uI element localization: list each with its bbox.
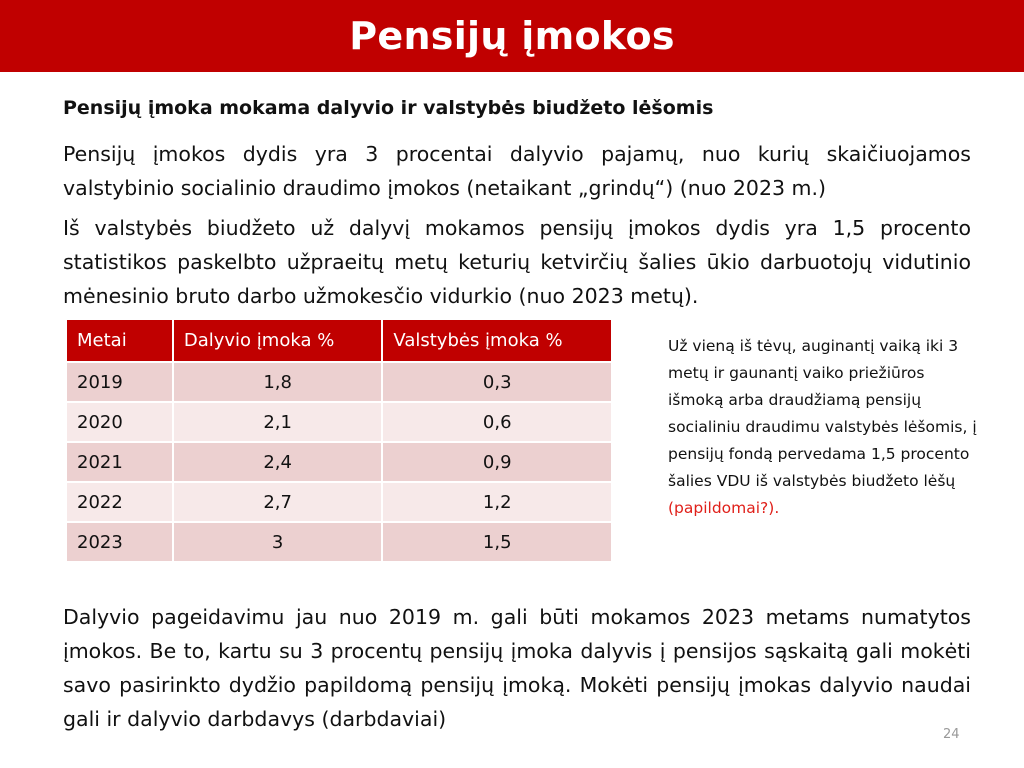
cell-year: 2019 [67,362,173,402]
cell-state-percent: 0,9 [382,442,612,482]
cell-participant-percent: 2,7 [173,482,383,522]
side-note [668,333,978,522]
cell-year: 2020 [67,402,173,442]
table-row [67,442,612,482]
side-note-highlight: (papildomai?). [668,499,780,517]
header-year: Metai [67,320,173,362]
cell-state-percent: 0,3 [382,362,612,402]
paragraph-state-contribution: Iš valstybės biudžeto už dalyvį mokamos pensijų įmokos dydis yra 1,5 procento statistikos paskelbto užpraeitų metų keturių ketvirčių šalies ūkio darbuotojų vidutinio mėnesinio bruto darbo užmokesčio vidurkio (nuo 2023 metų). [63,216,971,308]
cell-state-percent: 1,5 [382,522,612,562]
cell-year: 2022 [67,482,173,522]
slide-title: Pensijų įmokos [349,14,675,58]
title-bar [0,0,1024,72]
table-row [67,402,612,442]
paragraph-additional-contributions: Dalyvio pageidavimu jau nuo 2019 m. gali būti mokamos 2023 metams numatytos įmokos. Be to, kartu su 3 procentų pensijų įmoka dalyvis į pensijos sąskaitą gali mokėti savo pasirinkto dydžio papildomą pensijų įmoką. Mokėti pensijų įmokas dalyvio naudai gali ir dalyvio darbdavys (darbdaviai) [63,605,971,731]
cell-state-percent: 1,2 [382,482,612,522]
cell-participant-percent: 2,4 [173,442,383,482]
cell-state-percent: 0,6 [382,402,612,442]
table-row [67,362,612,402]
header-participant-contribution: Dalyvio įmoka % [173,320,383,362]
side-note-text: Už vieną iš tėvų, auginantį vaiką iki 3 metų ir gaunantį vaiko priežiūros išmoką arba draudžiamą pensijų socialiniu draudimu valstybės lėšomis, į pensijų fondą pervedama 1,5 procento šalies VDU iš valstybės biudžeto lėšų [668,337,977,490]
header-state-contribution: Valstybės įmoka % [382,320,612,362]
slide-subtitle: Pensijų įmoka mokama dalyvio ir valstybės biudžeto lėšomis [63,97,714,119]
table-row [67,522,612,562]
cell-participant-percent: 1,8 [173,362,383,402]
table-header-row [67,320,612,362]
contribution-table [67,320,613,563]
table-row [67,482,612,522]
page-number: 24 [943,727,960,742]
cell-year: 2021 [67,442,173,482]
cell-year: 2023 [67,522,173,562]
cell-participant-percent: 2,1 [173,402,383,442]
paragraph-contribution-size: Pensijų įmokos dydis yra 3 procentai dalyvio pajamų, nuo kurių skaičiuojamos valstybinio socialinio draudimo įmokos (netaikant „grindų“) (nuo 2023 m.) [63,142,971,200]
cell-participant-percent: 3 [173,522,383,562]
